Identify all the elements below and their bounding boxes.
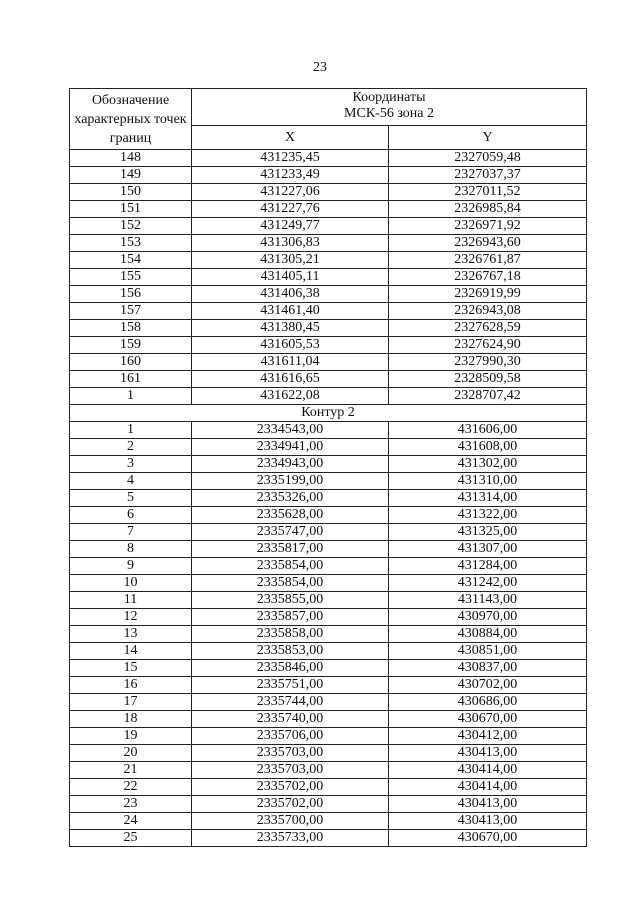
table-row	[70, 456, 587, 473]
x-cell: 431461,40	[192, 303, 389, 320]
y-cell: 2327037,37	[389, 167, 587, 184]
header-x: X	[192, 126, 389, 150]
point-cell: 158	[70, 320, 192, 337]
point-cell: 6	[70, 507, 192, 524]
x-cell: 431622,08	[192, 388, 389, 405]
x-cell: 2335702,00	[192, 779, 389, 796]
table-row	[70, 830, 587, 847]
table-row	[70, 201, 587, 218]
y-cell: 430837,00	[389, 660, 587, 677]
y-cell: 2326985,84	[389, 201, 587, 218]
table-row	[70, 371, 587, 388]
y-cell: 2328707,42	[389, 388, 587, 405]
x-cell: 431233,49	[192, 167, 389, 184]
table-row	[70, 388, 587, 405]
point-cell: 151	[70, 201, 192, 218]
table-row	[70, 303, 587, 320]
point-cell: 23	[70, 796, 192, 813]
point-cell: 16	[70, 677, 192, 694]
point-cell: 24	[70, 813, 192, 830]
y-cell: 430670,00	[389, 711, 587, 728]
point-cell: 25	[70, 830, 192, 847]
point-cell: 2	[70, 439, 192, 456]
x-cell: 431249,77	[192, 218, 389, 235]
x-cell: 2335733,00	[192, 830, 389, 847]
table-row	[70, 677, 587, 694]
point-cell: 10	[70, 575, 192, 592]
table-row	[70, 507, 587, 524]
table-row	[70, 439, 587, 456]
header-coordinate-system: МСК-56 зона 2	[344, 106, 434, 121]
x-cell: 2334943,00	[192, 456, 389, 473]
table-row	[70, 286, 587, 303]
x-cell: 2335854,00	[192, 558, 389, 575]
point-cell: 18	[70, 711, 192, 728]
table-row	[70, 252, 587, 269]
y-cell: 431284,00	[389, 558, 587, 575]
contour-1-rows	[70, 150, 587, 405]
y-cell: 2326971,92	[389, 218, 587, 235]
table-row	[70, 643, 587, 660]
y-cell: 431606,00	[389, 422, 587, 439]
table-row	[70, 354, 587, 371]
y-cell: 430686,00	[389, 694, 587, 711]
x-cell: 431305,21	[192, 252, 389, 269]
table-row	[70, 694, 587, 711]
y-cell: 430884,00	[389, 626, 587, 643]
table-row	[70, 167, 587, 184]
y-cell: 430851,00	[389, 643, 587, 660]
y-cell: 430970,00	[389, 609, 587, 626]
x-cell: 2335751,00	[192, 677, 389, 694]
table-row	[70, 762, 587, 779]
y-cell: 431310,00	[389, 473, 587, 490]
point-cell: 149	[70, 167, 192, 184]
header-coordinates-title: Координаты	[352, 90, 426, 105]
table-row	[70, 779, 587, 796]
x-cell: 431235,45	[192, 150, 389, 167]
x-cell: 2335703,00	[192, 745, 389, 762]
table-row	[70, 235, 587, 252]
y-cell: 430670,00	[389, 830, 587, 847]
point-cell: 154	[70, 252, 192, 269]
table-row	[70, 320, 587, 337]
page-number: 23	[313, 60, 327, 75]
point-cell: 1	[70, 388, 192, 405]
y-cell: 430412,00	[389, 728, 587, 745]
point-cell: 13	[70, 626, 192, 643]
point-cell: 1	[70, 422, 192, 439]
x-cell: 2335817,00	[192, 541, 389, 558]
point-cell: 22	[70, 779, 192, 796]
point-cell: 20	[70, 745, 192, 762]
table-row	[70, 711, 587, 728]
y-cell: 2326943,08	[389, 303, 587, 320]
y-cell: 431325,00	[389, 524, 587, 541]
y-cell: 431143,00	[389, 592, 587, 609]
x-cell: 431605,53	[192, 337, 389, 354]
point-cell: 153	[70, 235, 192, 252]
header-y: Y	[389, 126, 587, 150]
table-row	[70, 218, 587, 235]
x-cell: 431405,11	[192, 269, 389, 286]
table-row	[70, 626, 587, 643]
x-cell: 2335858,00	[192, 626, 389, 643]
x-cell: 2335740,00	[192, 711, 389, 728]
point-cell: 4	[70, 473, 192, 490]
y-cell: 430413,00	[389, 796, 587, 813]
x-cell: 2334543,00	[192, 422, 389, 439]
point-cell: 159	[70, 337, 192, 354]
point-cell: 14	[70, 643, 192, 660]
table-row	[70, 422, 587, 439]
y-cell: 430702,00	[389, 677, 587, 694]
x-cell: 2335702,00	[192, 796, 389, 813]
point-cell: 8	[70, 541, 192, 558]
table-row	[70, 813, 587, 830]
x-cell: 431227,06	[192, 184, 389, 201]
y-cell: 431314,00	[389, 490, 587, 507]
x-cell: 2335854,00	[192, 575, 389, 592]
x-cell: 431227,76	[192, 201, 389, 218]
contour-2-rows	[70, 422, 587, 847]
header-coordinates	[192, 89, 587, 126]
x-cell: 2335744,00	[192, 694, 389, 711]
x-cell: 431406,38	[192, 286, 389, 303]
point-cell: 157	[70, 303, 192, 320]
table-row	[70, 269, 587, 286]
point-cell: 5	[70, 490, 192, 507]
table-row	[70, 337, 587, 354]
table-row	[70, 524, 587, 541]
x-cell: 2335855,00	[192, 592, 389, 609]
section-row	[70, 405, 587, 422]
table-row	[70, 796, 587, 813]
x-cell: 431306,83	[192, 235, 389, 252]
section-label: Контур 2	[70, 405, 587, 422]
y-cell: 431322,00	[389, 507, 587, 524]
point-cell: 17	[70, 694, 192, 711]
point-cell: 21	[70, 762, 192, 779]
y-cell: 2326943,60	[389, 235, 587, 252]
table-row	[70, 592, 587, 609]
x-cell: 2335747,00	[192, 524, 389, 541]
y-cell: 2328509,58	[389, 371, 587, 388]
x-cell: 431616,65	[192, 371, 389, 388]
x-cell: 2335326,00	[192, 490, 389, 507]
y-cell: 2327990,30	[389, 354, 587, 371]
x-cell: 2335846,00	[192, 660, 389, 677]
y-cell: 2327624,90	[389, 337, 587, 354]
table-row	[70, 184, 587, 201]
table-row	[70, 558, 587, 575]
y-cell: 430414,00	[389, 779, 587, 796]
table-row	[70, 575, 587, 592]
y-cell: 431307,00	[389, 541, 587, 558]
x-cell: 2334941,00	[192, 439, 389, 456]
y-cell: 2326761,87	[389, 252, 587, 269]
x-cell: 2335703,00	[192, 762, 389, 779]
y-cell: 2326919,99	[389, 286, 587, 303]
y-cell: 2327011,52	[389, 184, 587, 201]
x-cell: 431380,45	[192, 320, 389, 337]
table-row	[70, 541, 587, 558]
table-row	[70, 490, 587, 507]
table-row	[70, 660, 587, 677]
point-cell: 148	[70, 150, 192, 167]
y-cell: 2327059,48	[389, 150, 587, 167]
y-cell: 430413,00	[389, 745, 587, 762]
table-row	[70, 745, 587, 762]
point-cell: 156	[70, 286, 192, 303]
y-cell: 430413,00	[389, 813, 587, 830]
x-cell: 2335700,00	[192, 813, 389, 830]
x-cell: 2335853,00	[192, 643, 389, 660]
table-row	[70, 728, 587, 745]
y-cell: 431608,00	[389, 439, 587, 456]
x-cell: 2335706,00	[192, 728, 389, 745]
point-cell: 3	[70, 456, 192, 473]
y-cell: 2327628,59	[389, 320, 587, 337]
x-cell: 2335199,00	[192, 473, 389, 490]
table-row	[70, 150, 587, 167]
point-cell: 160	[70, 354, 192, 371]
y-cell: 430414,00	[389, 762, 587, 779]
point-cell: 7	[70, 524, 192, 541]
point-cell: 152	[70, 218, 192, 235]
x-cell: 2335857,00	[192, 609, 389, 626]
point-cell: 9	[70, 558, 192, 575]
point-cell: 155	[70, 269, 192, 286]
point-cell: 19	[70, 728, 192, 745]
y-cell: 431302,00	[389, 456, 587, 473]
point-cell: 161	[70, 371, 192, 388]
table-row	[70, 609, 587, 626]
header-designation: Обозначение характерных точек границ	[70, 89, 192, 150]
table-row	[70, 473, 587, 490]
x-cell: 2335628,00	[192, 507, 389, 524]
y-cell: 431242,00	[389, 575, 587, 592]
point-cell: 15	[70, 660, 192, 677]
point-cell: 150	[70, 184, 192, 201]
point-cell: 11	[70, 592, 192, 609]
point-cell: 12	[70, 609, 192, 626]
x-cell: 431611,04	[192, 354, 389, 371]
coordinates-table	[69, 88, 587, 847]
contour-2-section	[70, 405, 587, 422]
y-cell: 2326767,18	[389, 269, 587, 286]
